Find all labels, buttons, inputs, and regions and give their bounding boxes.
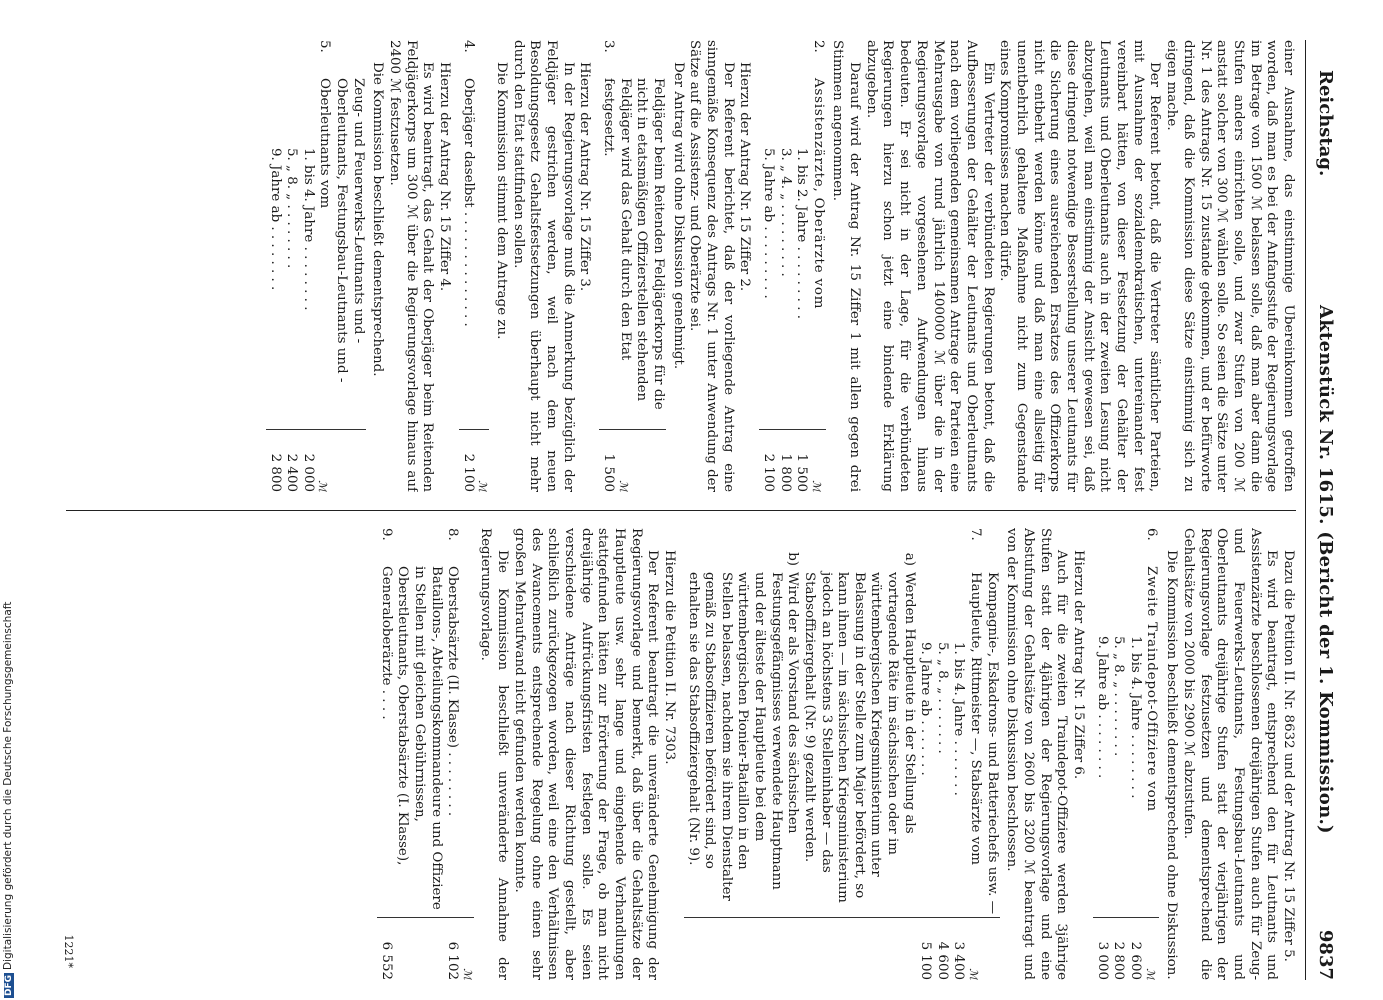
currency-unit: ℳ [616, 480, 630, 492]
paragraph: Der Referent berichtet, daß der vorliegende Antrag eine sinngemäße Konsequenz des Antrags Nr. 1 unter Anwendung der Sätze auf die Assistenz- und Oberärzte sei. [687, 40, 736, 492]
table-row-amount: 2 400 [283, 430, 300, 493]
page-header [1305, 40, 1340, 980]
header-aktenstueck: Aktenstück Nr. 1615. [1315, 305, 1336, 525]
page-number: 9837 [1315, 929, 1336, 980]
item-title: Oberjäger daselbst . . . . . . . . . . . . . . [460, 78, 476, 327]
left-column [61, 40, 1296, 492]
dfg-logo-icon: DFG [4, 974, 14, 996]
item-number: 3. [601, 40, 617, 53]
salary-table-2 [759, 40, 825, 492]
table-row-label: 5. „ 8. „ . . . . . . . . [284, 148, 300, 269]
amount-value: 1 500 [601, 453, 617, 492]
table-row-amount [444, 918, 474, 981]
table-row-label: 5. „ 8. „ . . . . . . . . [1111, 636, 1127, 757]
paragraph: Darauf wird der Antrag Nr. 15 Ziffer 1 mit allen gegen drei Stimmen angenommen. [830, 40, 863, 492]
table-row-label: 5. Jahre ab . . . . . . . . . [760, 148, 776, 299]
paragraph: Hierzu der Antrag Nr. 15 Ziffer 3. [577, 62, 593, 292]
table-row-amount: 6 552 [377, 918, 443, 981]
right-column [61, 528, 1296, 980]
table-row-label: 9. Jahre ab . . . . . . . . [267, 148, 283, 291]
salary-table-4 [459, 40, 489, 492]
table-row-label: 5. „ 8. „ . . . . . . . [934, 642, 950, 754]
paragraph: Auch für die zweiten Traindepot-Offiziere werden 3jährige Stufen statt der 4jährigen der Regierungsvorlage und eine Abstufung der Gehaltsätze von 2600 bis 3200 ℳ beantragt und von der Kommission ohne Diskussion beschlossen. [1004, 528, 1070, 980]
paragraph: Ein Vertreter der verbündeten Regierungen betont, daß die Aufbesserungen der Gehälter der Leutnants und Oberleutnants nach dem vorliegenden gemeinsamen Antrage der Parteien eine Mehrausgabe von rund jährlich 1400000 ℳ über die in der Regierungsvorlage vorgesehenen Aufwendungen hinaus bedeuten. Er sei nicht in der Lage, für die verbündeten Regierungen hierzu schon jetzt eine bindende Erklärung abzugeben. [863, 40, 996, 492]
salary-table-5 [266, 40, 366, 492]
currency-unit: ℳ [966, 918, 999, 981]
table-row-amount [459, 430, 489, 493]
header-title [1314, 305, 1336, 834]
subitem-text: Werden Hauptleute in der Stellung als vortragende Räte im sächsischen oder im württembergischen Kriegsministerium unter Belassung in der Stelle zum Major befördert, so kann ihnen — im sächsischen Kriegsministerium jedoch an höchstens 3 Stelleninhaber — das Stabsoffiziergehalt (Nr. 9) gezahlt werden. [801, 572, 917, 903]
footer-text: Digitalisierung gefördert durch die Deutsche Forschungsgemeinschaft [2, 601, 14, 970]
table-row-amount: 2 100 [759, 430, 776, 493]
table-row-amount: 5 100 [917, 918, 934, 981]
paragraph: Dazu die Petition II. Nr. 8632 und der Antrag Nr. 15 Ziffer 5. [1281, 550, 1296, 962]
paragraph: Die Kommission stimmt dem Antrage zu. [494, 62, 509, 340]
paragraph: Hierzu die Petition II. Nr. 7303. [662, 550, 678, 765]
paragraph: Es wird beantragt, entsprechend den für Leutnants und Assistenzärzte beschlossenen dreijährigen Stufen auch für Zeug- und Feuerwerks-Leutnants, Festungsbau-Leutnants und Oberleutnants dreijährige Stufen statt der vierjährigen der Regierungsvorlage festzusetzen und dementsprechend die Gehaltsätze von 2000 bis 2900 ℳ abzustufen. [1180, 528, 1280, 980]
table-row-amount [599, 430, 665, 493]
digitization-footer [2, 600, 18, 998]
table-row-label: 9. Jahre ab . . . . . . . . [1094, 636, 1110, 779]
salary-table-7 [684, 528, 1000, 980]
subitem-text: Wird der als Vorstand des sächsischen Festungsgefängnisses verwendete Hauptmann und der älteste der Hauptleute bei dem württembergischen Pionier-Bataillon in den Stellen belassen, nachdem sie ihrem Dienstalter gemäß zu Stabsoffizieren befördert sind, so erhalten sie das Stabsoffiziergehalt (Nr. 9). [685, 572, 801, 901]
item-number: 4. [460, 40, 476, 53]
header-reichstag: Reichstag. [1315, 70, 1336, 177]
item-number: 2. [810, 40, 826, 53]
item-number: 7. [968, 528, 984, 541]
item-number: 5. [317, 40, 333, 53]
subitem-label: a) [901, 552, 917, 566]
paragraph: Der Antrag wird ohne Diskussion genehmigt. [670, 62, 686, 370]
salary-table-6 [1093, 528, 1159, 980]
currency-unit: ℳ [809, 430, 826, 493]
table-row-label: 1. bis 4. Jahre . . . . . . . [951, 642, 967, 796]
item-title: Zeug- und Feuerwerks-Leutnants und -Oberleutnants, Festungsbau-Leutnants und -Oberleutnants vom [317, 78, 366, 383]
salary-table-8-9 [377, 528, 474, 980]
currency-unit: ℳ [476, 480, 490, 492]
table-row-amount: 1 800 [776, 430, 793, 493]
item-number: 8. [445, 528, 461, 541]
amount-value: 6 102 [445, 941, 461, 980]
item-title: Zweite Traindepot-Offiziere vom [1144, 566, 1160, 812]
item-title: Assistenzärzte, Oberärzte vom [810, 78, 826, 310]
table-row-label: 3. „ 4. „ . . . . . . . . . [777, 148, 793, 277]
salary-table-3 [599, 40, 665, 492]
table-row-label: 9. Jahre ab . . . . . . . [918, 642, 934, 776]
item-title: Feldjäger beim Reitenden Feldjägerkorps für die nicht in etatsmäßigen Offizierstellen stehenden Feldjäger wird das Gehalt durch den Etat festgesetzt. [601, 78, 666, 410]
item-title: Kompagnie-, Eskadrons- und Batteriechefs usw. — Hauptleute, Rittmeister —, Stabsärzte vom [968, 572, 1000, 915]
currency-unit: ℳ [316, 430, 366, 493]
item-number: 9. [378, 528, 394, 541]
paragraph: Hierzu der Antrag Nr. 15 Ziffer 2. [737, 62, 753, 292]
table-row-label: 1. bis 4. Jahre . . . . . . . . [300, 148, 316, 311]
table-row-amount: 2 800 [266, 430, 283, 493]
subitem-label: b) [785, 552, 801, 566]
table-row-amount: 3 000 [1093, 918, 1110, 981]
paragraph: einer Ausnahme, das einstimmige Übereinkommen getroffen worden, daß man es bei der Anfangsstufe der Regierungsvorlage im Betrage von 1500 ℳ belassen solle, daß man aber dann die Stufen anders einrichten solle, und zwar Stufen von 200 ℳ anstatt solcher von 300 ℳ wählen solle. So seien die Sätze unter Nr. 1 des Antrags Nr. 15 zustande gekommen, und er befürworte dringend, daß die Kommission diese Sätze einstimmig sich zu eigen mache. [1164, 40, 1296, 492]
paragraph: Hierzu der Antrag Nr. 15 Ziffer 4. [437, 62, 453, 292]
table-row-amount: 3 400 [950, 918, 967, 981]
currency-unit: ℳ [1143, 918, 1160, 981]
footer-line [2, 600, 18, 998]
paragraph: In der Regierungsvorlage muß die Anmerkung bezüglich der Feldjäger gestrichen werden, weil nach dem neuen Besoldungsgesetz Gehaltsfestsetzungen überhaupt nicht mehr durch den Etat stattfinden sollen. [510, 40, 576, 492]
table-row-amount: 2 600 [1126, 918, 1143, 981]
table-row-label: 1. bis 4. Jahre . . . . . . . . [1127, 636, 1143, 799]
currency-unit: ℳ [460, 968, 474, 980]
paragraph: Hierzu der Antrag Nr. 15 Ziffer 6. [1071, 550, 1087, 780]
paragraph: Die Kommission beschließt unveränderte Annahme der Regierungsvorlage. [478, 528, 511, 980]
paragraph: Der Referent beantragt die unveränderte Genehmigung der Regierungsvorlage und bemerkt, daß über die Gehaltsätze der Hauptleute usw. sehr lange und eingehende Verhandlungen stattgefunden hätten zur Erörterung der Frage, ob man nicht dreijährige Aufrückungsfristen festlegen solle. Es seien verschiedene Anträge nach dieser Richtung gestellt, aber schließlich zurückgezogen worden, weil eine den Verhältnissen des Avancements entsprechende Regelung ohne einen sehr großen Mehraufwand nicht gefunden werden konnte. [511, 528, 661, 980]
paragraph: Die Kommission beschließt dementsprechend ohne Diskussion. [1164, 550, 1180, 980]
paragraph: Es wird beantragt, das Gehalt der Oberjäger beim Reitenden Feldjägerkorps um 300 ℳ über die Regierungsvorlage hinaus auf 2400 ℳ festzusetzen. [387, 40, 436, 492]
signature-mark: 1221* [61, 934, 75, 968]
paragraph: Die Kommission beschließt dementsprechend. [370, 62, 386, 377]
item-title: Oberstabsärzte (II. Klasse) . . . . . . . . [445, 566, 461, 817]
table-row-amount: 2 000 [299, 430, 316, 493]
paragraph: Der Referent betont, daß die Vertreter sämtlicher Parteien, mit Ausnahme der sozialdemokratischen, untereinander fest vereinbart hätten, von dieser Festsetzung der Gehälter der Leutnants und Oberleutnants auch in der zweiten Lesung nicht abzugehen, weil man einstimmig der Ansicht gewesen sei, daß diese dringend notwendige Besserstellung unserer Leutnants für die Sicherung eines ausreichenden Ersatzes des Offizierkorps nicht entbehrt werden könne und daß man eine allseitig für unentbehrlich gehaltene Maßnahme nicht zum Gegenstande eines Kompromisses machen dürfe. [997, 40, 1163, 492]
rotated-document-page [55, 40, 1340, 980]
table-row-label: 1. bis 2. Jahre . . . . . . . . . [794, 148, 810, 319]
amount-value: 2 100 [460, 453, 476, 492]
table-row-amount: 2 800 [1110, 918, 1127, 981]
table-row-amount: 4 600 [933, 918, 950, 981]
table-row-amount: 1 500 [793, 430, 810, 493]
column-divider [66, 510, 1296, 511]
item-title: Bataillons-, Abteilungskommandeure und Offiziere in Stellen mit gleichen Gebührnissen, Oberstleutnants, Oberstabsärzte (I. Klasse), Generaloberärzte . . . . [378, 566, 444, 910]
header-note: (Bericht der 1. Kommission.) [1315, 531, 1336, 834]
item-number: 6. [1144, 528, 1160, 541]
